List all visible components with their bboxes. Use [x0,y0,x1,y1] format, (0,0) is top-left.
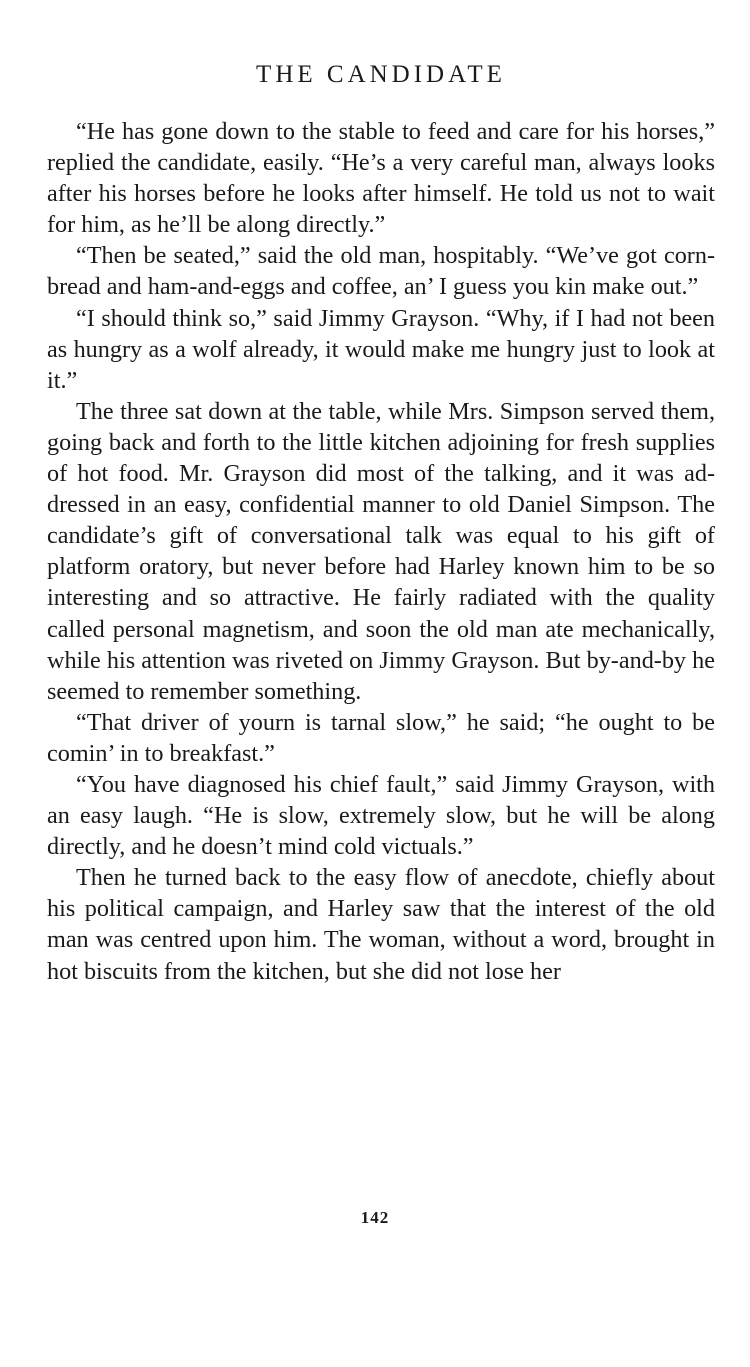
body-text [47,116,715,987]
paragraph: The three sat down at the table, while Mrs. Simpson served them, going back and forth to the little kitchen adjoining for fresh supplies of hot food. Mr. Grayson did most of the talking, and it was addressed in an easy, confidential manner to old Daniel Simpson. The candidate’s gift of conversational talk was equal to his gift of platform oratory, but never before had Harley known him to be so interesting and so attractive. He fairly radiated with the quality called personal magnetism, and soon the old man ate mechanically, while his attention was riveted on Jimmy Grayson. But by-and-by he seemed to remember something. [47,397,715,705]
paragraph: “That driver of yourn is tarnal slow,” he said; “he ought to be comin’ in to breakfast.” [47,708,715,767]
paragraph: “Then be seated,” said the old man, hospitably. “We’ve got corn-bread and ham-and-eggs and coffee, an’ I guess you kin make out.” [47,242,715,301]
paragraph: Then he turned back to the easy flow of anecdote, chiefly about his political campaign, and Harley saw that the interest of the old man was centred upon him. The woman, without a word, brought in hot biscuits from the kitchen, but she did not lose her [47,864,715,985]
paragraph: “I should think so,” said Jimmy Grayson. “Why, if I had not been as hungry as a wolf already, it would make me hungry just to look at it.” [47,304,715,394]
paragraph: “He has gone down to the stable to feed and care for his horses,” replied the candidate, easily. “He’s a very careful man, always looks after his horses before he looks after himself. He told us not to wait for him, as he’ll be along directly.” [47,118,715,239]
page-number: 142 [360,1208,390,1227]
book-page [47,56,715,987]
paragraph: “You have diagnosed his chief fault,” said Jimmy Grayson, with an easy laugh. “He is slow, extremely slow, but he will be along directly, and he doesn’t mind cold victuals.” [47,770,715,861]
running-head: THE CANDIDATE [256,61,506,88]
